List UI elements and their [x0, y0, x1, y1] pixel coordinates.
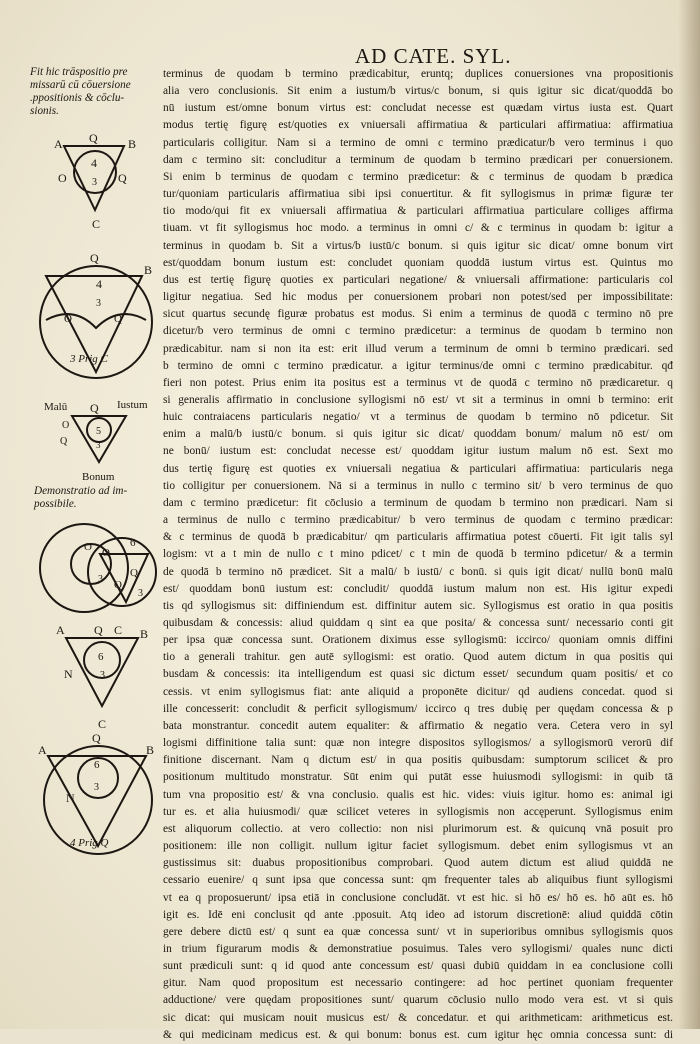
diagram6-label-b: B — [146, 743, 155, 757]
diagram2-label-q: Q — [114, 313, 122, 325]
text-line: gere debere dictū est/ q sunt ea quæ concessa sunt/ vt in superioribus omnibus syllogismis quos — [163, 925, 673, 938]
marginal-note-demonstration: Demonstratio ad im- possibile. — [34, 485, 128, 510]
diagram5-label-a: A — [56, 623, 65, 637]
diagram3-label-iustum: Iustum — [117, 399, 148, 411]
diagram-label-c: C — [92, 217, 101, 231]
text-line: tur es. et alia huiusmodi/ quæ scilicet veteres in syllogismis non accęperunt. Syllogismus enim — [163, 805, 673, 818]
text-line: sic dicat: qui musicam nouit musicus est/ & concedatur. et qui arithmeticam: arithmeticus est. — [163, 1011, 673, 1024]
text-line: fieri non potest. Prius enim ita positus est a terminus vt de quodā c termino nō prædicaretur. q — [163, 376, 673, 389]
diagram6-label-q: Q — [92, 731, 101, 745]
text-line: vt ea q proposuerunt/ ipsa etiā in conclusione concludāt. vt est hic. si hō es/ hō es. hō aūt es. hō — [163, 891, 673, 904]
diagram5-label-c-bottom: C — [98, 717, 107, 731]
text-line: est/quoddam bonum iustum est: concludet quoniam quoddā iustum virtus est. Quintus mo — [163, 256, 673, 269]
diagram-triangle-acb — [52, 622, 152, 734]
text-line: terminus de quodam b termino prædicabitur, eruntq; duplices conuersiones vna propositionis — [163, 68, 673, 80]
diagram4-number-6: 6 — [130, 537, 136, 549]
text-line: tio colligitur per conuersionem. Nā si a terminus in nullo c termino sit/ b vero terminus de quo — [163, 479, 673, 492]
diagram5-label-c: C — [114, 623, 123, 637]
text-line: ligitur negatiua. Sed hic modus per conuersionem probari non potest/sed per impossibilitate: — [163, 291, 673, 304]
diagram4-number-3: 3 — [98, 574, 103, 585]
text-line: adductione/ vere quędam propositiones sunt/ quarum cōclusio nullo modo vera est. vt si quis — [163, 994, 673, 1007]
body-text — [163, 66, 673, 1044]
diagram3-label-bonum: Bonum — [82, 471, 115, 483]
text-line: gitur. Nam quod propositum est necessario contingere: ad hoc pertinet quoniam frequenter — [163, 977, 673, 990]
page-gutter-shadow — [678, 0, 700, 1029]
diagram4-label-q: Q — [114, 579, 122, 591]
text-line: huic contraiacens particularis negatio/ vt a terminus de quodam b termino nō pdicetur. Sit — [163, 411, 673, 424]
diagram2-number-4: 4 — [96, 277, 102, 291]
diagram5-number-6: 6 — [98, 651, 104, 663]
text-line: busdam & concessis: ita intelligendum est quasi sic dictum esset/ secundum quam positis/ et co — [163, 668, 673, 681]
text-line: a terminus de nullo c termino prædicabitur/ b vero terminus de quodam c termino prædicar: — [163, 514, 673, 527]
text-line: dam c termino sit: concluditur a terminum de quodam b termino prædicari per conuersionem. — [163, 153, 673, 166]
text-line: particularis colligitur. Nam si a termino de omni c termino prædicatur/b vero terminus i quo — [163, 136, 673, 149]
text-line: gustissimus sit: duabus propositionibus comprobari. Quod autem dictum est aliud quiddā ne — [163, 857, 673, 870]
text-line: positionem: ille non colligit. nullum igitur faciet syllogismum. debet enim syllogismus vt an — [163, 840, 673, 853]
diagram-label-o: O — [58, 171, 67, 185]
diagram3-number-5: 5 — [96, 426, 101, 437]
text-line: bata monstrantur. concedit autem equaliter: & affirmatio & negatio vera. Cetera vero in syl — [163, 719, 673, 732]
diagram2-caption: 3 Prig C — [70, 353, 108, 365]
text-line: logismi diffinitione talia sunt: quæ non integre dispositos syllogismos/ a syllogismorū verorū dif — [163, 737, 673, 750]
diagram3-label-malum: Malū — [44, 401, 68, 413]
text-line: nū iustum est/omne bonum virtus est: concludat necesse est quædam virtus iusta est. Quart — [163, 102, 673, 115]
diagram6-label-a: A — [38, 743, 47, 757]
diagram5-number-3: 3 — [100, 670, 105, 681]
text-line: prædicabitur. nam si non ita est: erit illud verum a terminum de omni b termino prædicari. sed — [163, 342, 673, 355]
text-line: dus est tertię figurę quoties ex particulari negatione/ & vniuersali affirmatione: particularis col — [163, 273, 673, 286]
text-line: ille concesserit: concludit & perficit syllogismum/ iccirco q tres dubię per quędam concessa & p — [163, 702, 673, 715]
diagram-label-a: A — [54, 137, 63, 151]
diagram-triangle-circle-1 — [40, 130, 150, 240]
text-line: tiuam. vt fit syllogismus hoc modo. a terminus in omni c/ & c terminus in quodam b: igitur a — [163, 222, 673, 235]
running-head: AD CATE. SYL. — [355, 44, 512, 68]
text-line: & c terminus de quodā b prædicabitur/ qm particularis affirmatiua potest cōuerti. Fit igit talis syl — [163, 531, 673, 544]
diagram-label-b: B — [128, 137, 137, 151]
diagram6-caption: 4 Prig Q — [70, 837, 109, 849]
diagram4-number-3b: 3 — [138, 588, 143, 599]
diagram5-label-q: Q — [94, 623, 103, 637]
text-line: est/ quoddam bonū iustum est: concludit/ quoddā iustum malum non est. His igitur expedi — [163, 582, 673, 595]
diagram-label-q-top: Q — [89, 131, 98, 145]
diagram4-label-o1: O — [84, 541, 92, 553]
text-line: est aliquorum collectio. at vero collectio: non nisi plurimorum est. & quicunq vnā posuit pro — [163, 822, 673, 835]
text-line: tio modo/qui fit ex vniuersali affirmatiua & particulari affirmatiua particulare colliges affirma — [163, 205, 673, 218]
text-line: dicetur/b vero terminus de omni c termino prædicetur: a terminus de quodam b termino non — [163, 325, 673, 338]
text-line: sunt prædiculi sunt: q id quod ante concessum est/ quasi dubiū quiddam in ea conclusione colli — [163, 960, 673, 973]
diagram2-number-3: 3 — [96, 298, 101, 309]
diagram2-label-o: O — [64, 313, 72, 325]
text-line: dus tertię figurę est quoties ex vniuersali negatiua & particulari affirmatiua: particularis nega — [163, 462, 673, 475]
diagram4-label-q2: Q — [130, 567, 138, 579]
diagram-circle-triangle-bottom — [36, 730, 160, 860]
text-line: in trium figurarum modis & demonstratiue posuimus. Tales vero syllogismi/ quales nunc dicti — [163, 942, 673, 955]
text-line: Si enim b terminus de quodam c termino prædicetur: & c terminus de quodam b prædica — [163, 170, 673, 183]
text-line: si generalis affirmatio in conclusione syllogismi nō est/ vt sit a terminus in omni b termino: erit — [163, 393, 673, 406]
diagram3-number-3: 3 — [96, 440, 101, 450]
diagram6-number-3: 3 — [94, 782, 99, 793]
diagram3-label-o: O — [62, 420, 70, 431]
diagram-number-4: 4 — [91, 156, 97, 170]
text-line: ne bonū/ iustum est: concludat necesse est/ quoddam igitur iustum malum nō est. Sext mo — [163, 445, 673, 458]
diagram6-label-n: N — [66, 791, 75, 805]
text-line: finitione discernant. Nam q dictum est/ in qua positis quibusdam: sumptorum scilicet & pro — [163, 754, 673, 767]
diagram-malum-iustum-bonum — [44, 394, 160, 484]
diagram-interlocking-circles — [36, 512, 160, 622]
text-line: quibusdam & concessis: aliud quiddam q sint ea que posita/ & concessa sunt/ necessario conti git — [163, 617, 673, 629]
text-line: tur/quoniam particularis affirmatiua sibi ipsi conuertitur. & fit syllogismus in primæ figuræ ter — [163, 188, 673, 201]
text-line: de quodā b termino nō prædicet. Sit a malū/ b iustū/ c bonū. si quis igit dicat/ nullū bonū malū — [163, 565, 673, 578]
text-line: tum vna propositio est/ & vna conclusio. qualis est hic. vides: viuis igitur. homo es: animal igi — [163, 788, 673, 801]
text-line: modus tertię figurę est/quoties ex vniuersali affirmatiua & particulari affirmatiua: affirmatiua — [163, 119, 673, 132]
text-line: b termino de omni c termino prædicatur. a igitur terminus/de omni c termino prædicabitur. qđ — [163, 359, 673, 372]
text-line: per ipsa quæ concessa sunt. Orationem diximus esse syllogismū: iccirco/ quoniam omnis diffini — [163, 634, 673, 647]
diagram2-label-b: B — [144, 263, 153, 277]
text-line: tis qd syllogismus sit: diffiniendum est. diffinitur autem sic. Syllogismus est oratio in qua positis — [163, 599, 673, 612]
marginal-note-transposition: Fit hic trāspositio pre missarū cū cōuersione .ppositionis & cōclu- sionis. — [30, 66, 131, 117]
text-line: cessis. vt enim syllogismus fiat: ante aliquid a proponēte dicitur/ qd audiens concedat. quod si — [163, 685, 673, 698]
text-line: positionum multitudo monstratur. Sūt enim qui putāt esse huiusmodi syllogismi: in quib tā — [163, 771, 673, 784]
text-line: logism: vt a t min de nullo c t mino pdicet/ c t min de quodā b termino pdicetur/ & a termin — [163, 548, 673, 561]
text-line: dam c termino prædicetur: fit cōclusio a terminum de quodam b termino non prædicari. Nam si — [163, 496, 673, 509]
text-line: tio a generali trahitur. gen autē syllogismi: est oratio. Quod autem dictum in qua positis qui — [163, 651, 673, 664]
text-line: & qui medicinam medicus est. & qui bonum: bonus est. cum igitur hęc omnia concessa sunt: di — [163, 1028, 673, 1041]
text-line: cessario euenire/ q sunt ipsa que concessa sunt: qm frequenter tales ab aliquibus fiunt syllogismi — [163, 874, 673, 887]
diagram-label-q-right: Q — [118, 171, 127, 185]
diagram3-label-q2: Q — [60, 436, 68, 447]
diagram2-label-q-top: Q — [90, 251, 99, 265]
text-line: alia vero conclusionis. Sit enim a iustum/b virtus/c bonum, si quis igitur sic dicat/quoddā bo — [163, 85, 673, 98]
diagram3-label-q: Q — [90, 401, 99, 415]
diagram-circle-triangle-2 — [34, 250, 160, 386]
text-line: terminus in quodam b. Sit a virtus/b iustū/c bonum. si quis igitur sic dicat/ omne bonum virt — [163, 239, 673, 252]
text-line: sicut quartus secundę figuræ probatus est modus. Si enim a terminus de quodā c termino nō pre — [163, 308, 673, 321]
diagram5-label-n: N — [64, 667, 73, 681]
diagram6-number-6: 6 — [94, 759, 100, 771]
text-line: enim a malū/b iustū/c bonum. si quis igitur sic dicat/ quoddam bonum/ malum nō est/ om — [163, 428, 673, 441]
diagram4-label-o2: O — [102, 547, 110, 559]
diagram-number-3: 3 — [92, 177, 97, 188]
text-line: igit es. Idē eni conclusit qd ante .pposuit. Atq ideo ad istorum discretionē: aliud quiddā cōtin — [163, 908, 673, 921]
diagram5-label-b: B — [140, 627, 149, 641]
